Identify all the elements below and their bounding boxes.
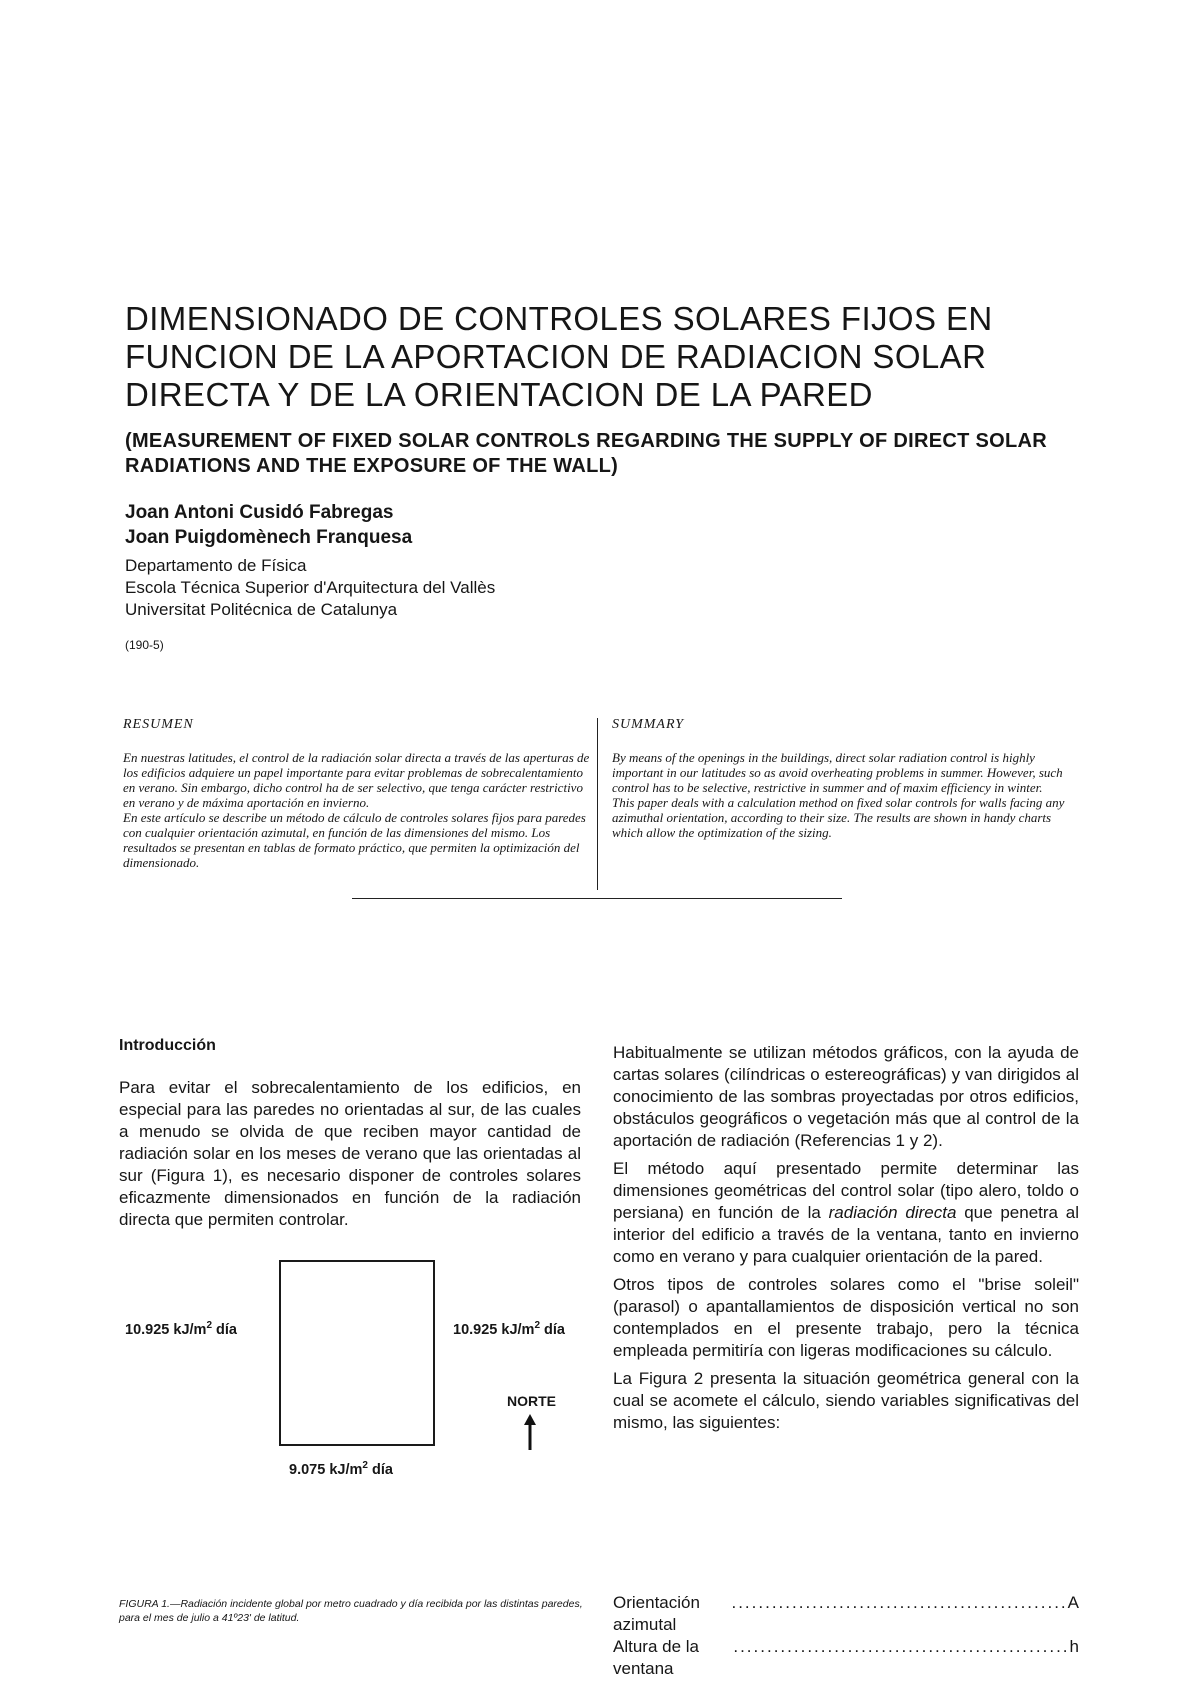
variable-symbol: A	[1067, 1593, 1079, 1612]
author-1: Joan Antoni Cusidó Fabregas	[125, 502, 394, 523]
abstract-divider	[597, 718, 598, 890]
right-paragraph-2: El método aquí presentado permite determinar las dimensiones geométricas del control solar (tipo alero, toldo o persiana) en función de la radiación directa que penetra al interior del edificio a través de la ventana, tanto en invierno como en verano y para cualquier orientación de la pared.	[613, 1159, 1080, 1266]
intro-paragraph: Para evitar el sobrecalentamiento de los edificios, en especial para las paredes no orientadas al sur, de las cuales a menudo se olvida de que reciben mayor cantidad de radiación solar en los meses de verano que las orientadas al sur (Figura 1), es necesario disponer de controles solares eficazmente dimensionados en función de la radiación directa que permiten controlar.	[119, 1078, 581, 1229]
resumen-block	[123, 717, 593, 870]
right-paragraph-4: La Figura 2 presenta la situación geométrica general con la cual se acomete el cálculo, siendo variables significativas del mismo, las siguientes:	[613, 1369, 1079, 1432]
variable-row	[613, 1592, 1079, 1636]
variable-row	[613, 1636, 1079, 1680]
figure-label-east: 10.925 $kJ/m^2$ día	[453, 1320, 565, 1338]
figure-caption: FIGURA 1.—Radiación incidente global por metro cuadrado y día recibida por las distintas paredes, para el mes de julio a 41º23' de latitud.	[119, 1598, 583, 1624]
summary-heading: SUMMARY	[612, 717, 685, 732]
north-label: NORTE	[507, 1393, 556, 1409]
affiliation	[125, 555, 495, 621]
resumen-heading: RESUMEN	[123, 717, 194, 732]
variable-symbol: h	[1069, 1637, 1079, 1656]
intro-heading: Introducción	[119, 1037, 216, 1054]
paper-subtitle: (MEASUREMENT OF FIXED SOLAR CONTROLS REGARDING THE SUPPLY OF DIRECT SOLAR RADIATIONS AND THE EXPOSURE OF THE WALL)	[125, 430, 1047, 477]
north-arrow-icon	[523, 1414, 537, 1450]
figure-plan-rectangle	[279, 1260, 435, 1446]
resumen-paragraph-1: En nuestras latitudes, el control de la radiación solar directa a través de las aperturas de los edificios adquiere un papel importante para evitar problemas de sobrecalentamiento en verano. Sin embargo, dicho control ha de ser selectivo, que tenga carácter restrictivo en verano y de máxima aportación en invierno.	[123, 750, 590, 810]
paper-title: DIMENSIONADO DE CONTROLES SOLARES FIJOS EN FUNCION DE LA APORTACION DE RADIACION SOLAR DIRECTA Y DE LA ORIENTACION DE LA PARED	[125, 300, 993, 413]
affiliation-line-2: Escola Técnica Superior d'Arquitectura del Vallès	[125, 578, 496, 597]
summary-paragraph-1: By means of the openings in the buildings, direct solar radiation control is highly important in our latitudes so as avoid overheating problems in summer. However, such control has to be selective, restrictive in summer and of maxim efficiency in winter.	[612, 750, 1063, 795]
resumen-paragraph-2: En este artículo se describe un método de cálculo de controles solares fijos para paredes con cualquier orientación azimutal, en función de las dimensiones del mismo. Los resultados se presentan en tablas de formato práctico, que permiten la optimización del dimensionado.	[123, 810, 586, 870]
affiliation-line-1: Departamento de Física	[125, 556, 307, 575]
variable-list	[613, 1592, 1079, 1680]
abstract-rule	[352, 898, 842, 899]
right-column	[613, 1042, 1079, 1440]
leader-dots: ..................................................	[731, 1593, 1068, 1612]
variable-label: Altura de la ventana	[613, 1637, 699, 1678]
paper-code: (190-5)	[125, 638, 164, 652]
authors	[125, 500, 412, 550]
summary-paragraph-2: This paper deals with a calculation method on fixed solar controls for walls facing any azimuthal orientation, according to their size. The results are shown in handy charts which allow the optimization of the sizing.	[612, 795, 1065, 840]
affiliation-line-3: Universitat Politécnica de Catalunya	[125, 600, 398, 619]
author-2: Joan Puigdomènech Franquesa	[125, 527, 413, 548]
right-paragraph-1: Habitualmente se utilizan métodos gráficos, con la ayuda de cartas solares (cilíndricas o estereográficas) y van dirigidos al conocimiento de las sombras proyectadas por otros edificios, obstáculos geográficos o vegetación más que al control de la aportación de radiación (Referencias 1 y 2).	[613, 1043, 1079, 1150]
variable-label: Orientación azimutal	[613, 1593, 700, 1634]
figure-label-south: 9.075 $kJ/m^2$ día	[289, 1460, 393, 1478]
right-paragraph-3: Otros tipos de controles solares como el "brise soleil" (parasol) o apantallamientos de disposición vertical no son contemplados en el presente trabajo, pero la técnica empleada permitiría con ligeras modificaciones su cálculo.	[613, 1275, 1079, 1360]
summary-block	[612, 717, 1082, 840]
leader-dots: ..................................................	[733, 1637, 1070, 1656]
figure-label-west: 10.925 $kJ/m^2$ día	[125, 1320, 237, 1338]
emphasis-radiacion-directa: radiación directa	[828, 1203, 957, 1222]
